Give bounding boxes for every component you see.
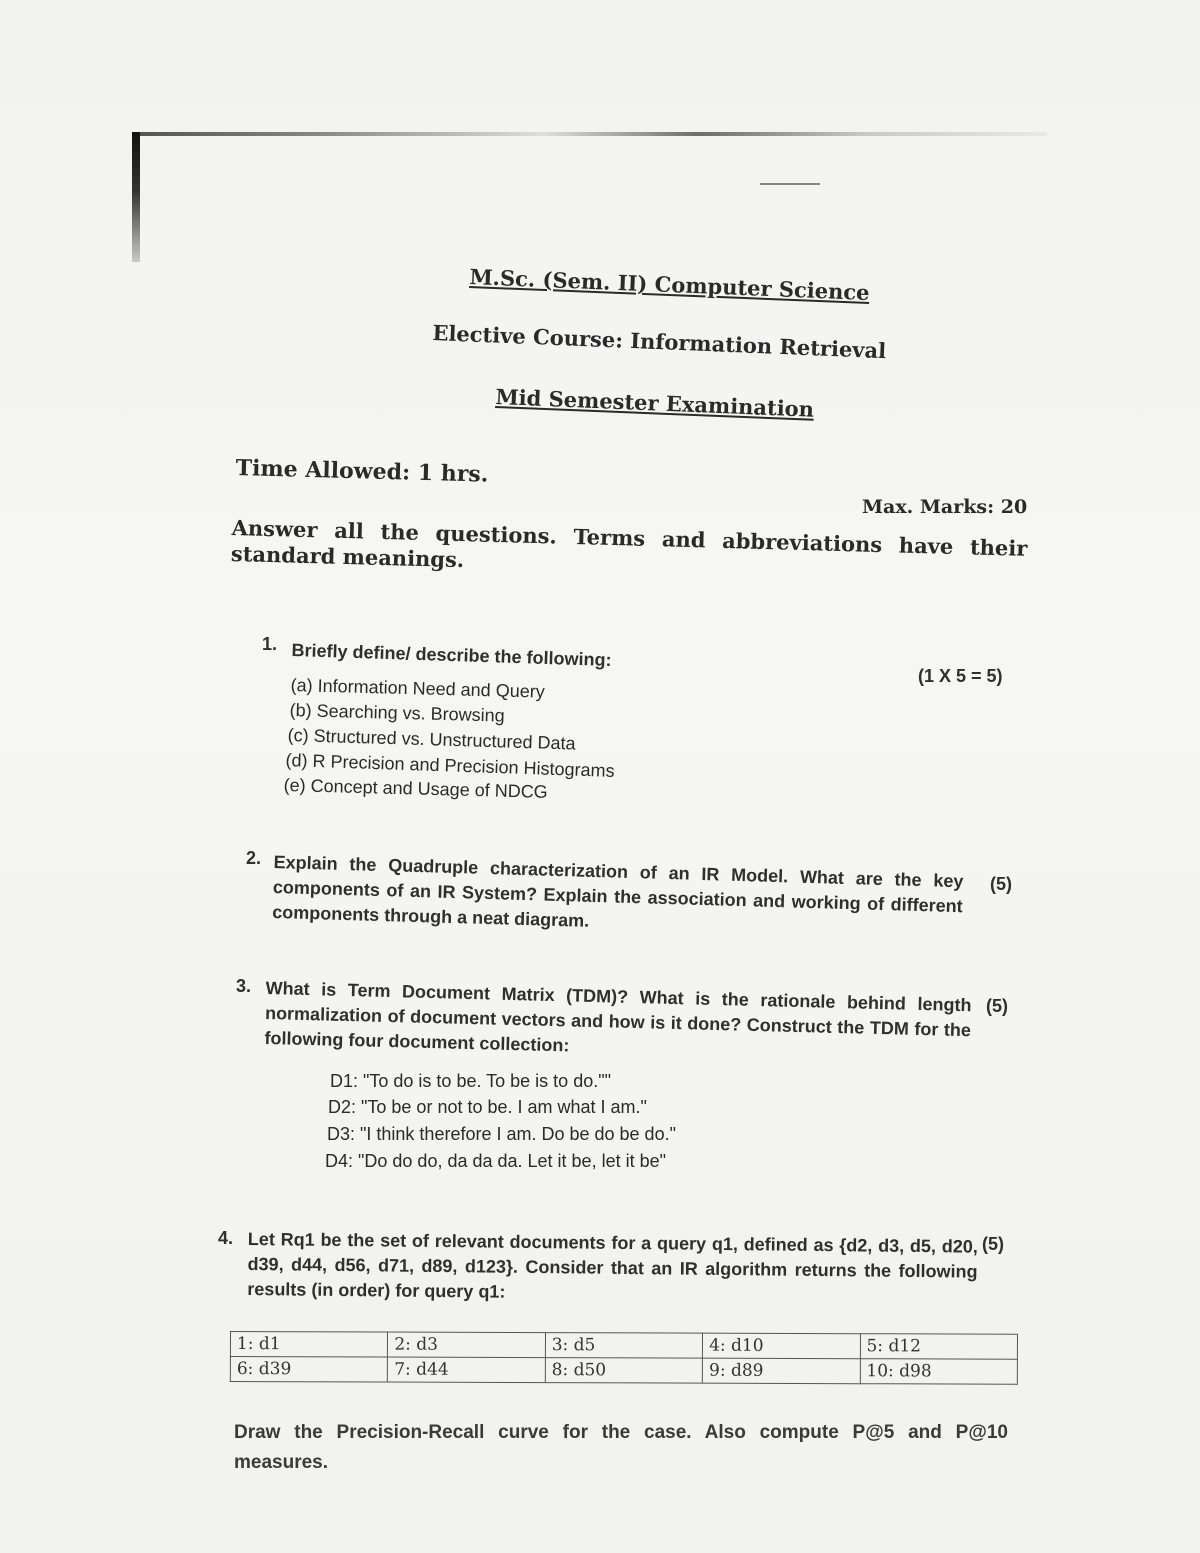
table-row [230, 1357, 1017, 1385]
question-number: 3. [236, 976, 252, 996]
document-d1: D1: "To do is to be. To be is to do."" [330, 1071, 611, 1091]
result-cell: 4: d10 [703, 1333, 860, 1359]
elective-title: Elective Course: Information Retrieval [431, 320, 887, 364]
result-cell: 7: d44 [388, 1357, 545, 1383]
question-marks: (1 X 5 = 5) [918, 666, 1003, 686]
question-text: What is Term Document Matrix (TDM)? What is the rationale behind length normalization of document vectors and how is it done? Construct the TDM for the following four document collection: [264, 977, 972, 1056]
question-number: 2. [246, 848, 262, 868]
time-allowed: Time Allowed: 1 hrs. [235, 455, 489, 488]
question-text: Briefly define/ describe the following: [291, 639, 612, 671]
pen-mark [760, 183, 820, 185]
question-marks: (5) [990, 874, 1012, 894]
document-d4: D4: "Do do do, da da da. Let it be, let it be" [325, 1151, 666, 1171]
question-4-followup: Draw the Precision-Recall curve for the case. Also compute P@5 and P@10 measures. [234, 1422, 1008, 1473]
document-d3: D3: "I think therefore I am. Do be do be do." [327, 1124, 676, 1144]
result-cell: 10: d98 [860, 1359, 1018, 1385]
part-c: (c) Structured vs. Unstructured Data [287, 724, 576, 754]
result-cell: 5: d12 [860, 1334, 1018, 1360]
instructions: Answer all the questions. Terms and abbreviations have their standard meanings. [230, 515, 1028, 573]
exam-name: Mid Semester Examination [494, 384, 815, 422]
question-number: 1. [262, 634, 278, 654]
part-a: (a) Information Need and Query [290, 674, 546, 702]
table-row [230, 1332, 1017, 1360]
course-title: M.Sc. (Sem. II) Computer Science [468, 264, 871, 306]
result-cell: 1: d1 [230, 1332, 387, 1358]
result-cell: 9: d89 [702, 1358, 859, 1384]
result-cell: 6: d39 [230, 1357, 387, 1383]
max-marks: Max. Marks: 20 [862, 496, 1028, 518]
question-marks: (5) [982, 1234, 1004, 1254]
paper-left-edge-shadow [132, 132, 140, 262]
part-d: (d) R Precision and Precision Histograms [285, 749, 615, 781]
question-text: Let Rq1 be the set of relevant documents for a query q1, defined as {d2, d3, d5, d20, d39, d44, d56, d71, d89, d123}. Consider that an IR algorithm returns the following results (in order) for query q1: [247, 1228, 978, 1302]
part-e: (e) Concept and Usage of NDCG [283, 774, 548, 802]
result-cell: 3: d5 [545, 1333, 702, 1359]
result-cell: 2: d3 [388, 1332, 545, 1358]
document-d2: D2: "To be or not to be. I am what I am." [328, 1097, 647, 1117]
question-marks: (5) [986, 996, 1008, 1016]
question-text: Explain the Quadruple characterization of an IR Model. What are the key components of an IR System? Explain the association and working of different components through a neat diagram. [271, 851, 964, 931]
results-table [230, 1331, 1018, 1385]
result-cell: 8: d50 [545, 1358, 702, 1384]
paper-top-edge-shadow [132, 132, 1047, 136]
part-b: (b) Searching vs. Browsing [289, 699, 505, 726]
question-number: 4. [218, 1228, 234, 1248]
